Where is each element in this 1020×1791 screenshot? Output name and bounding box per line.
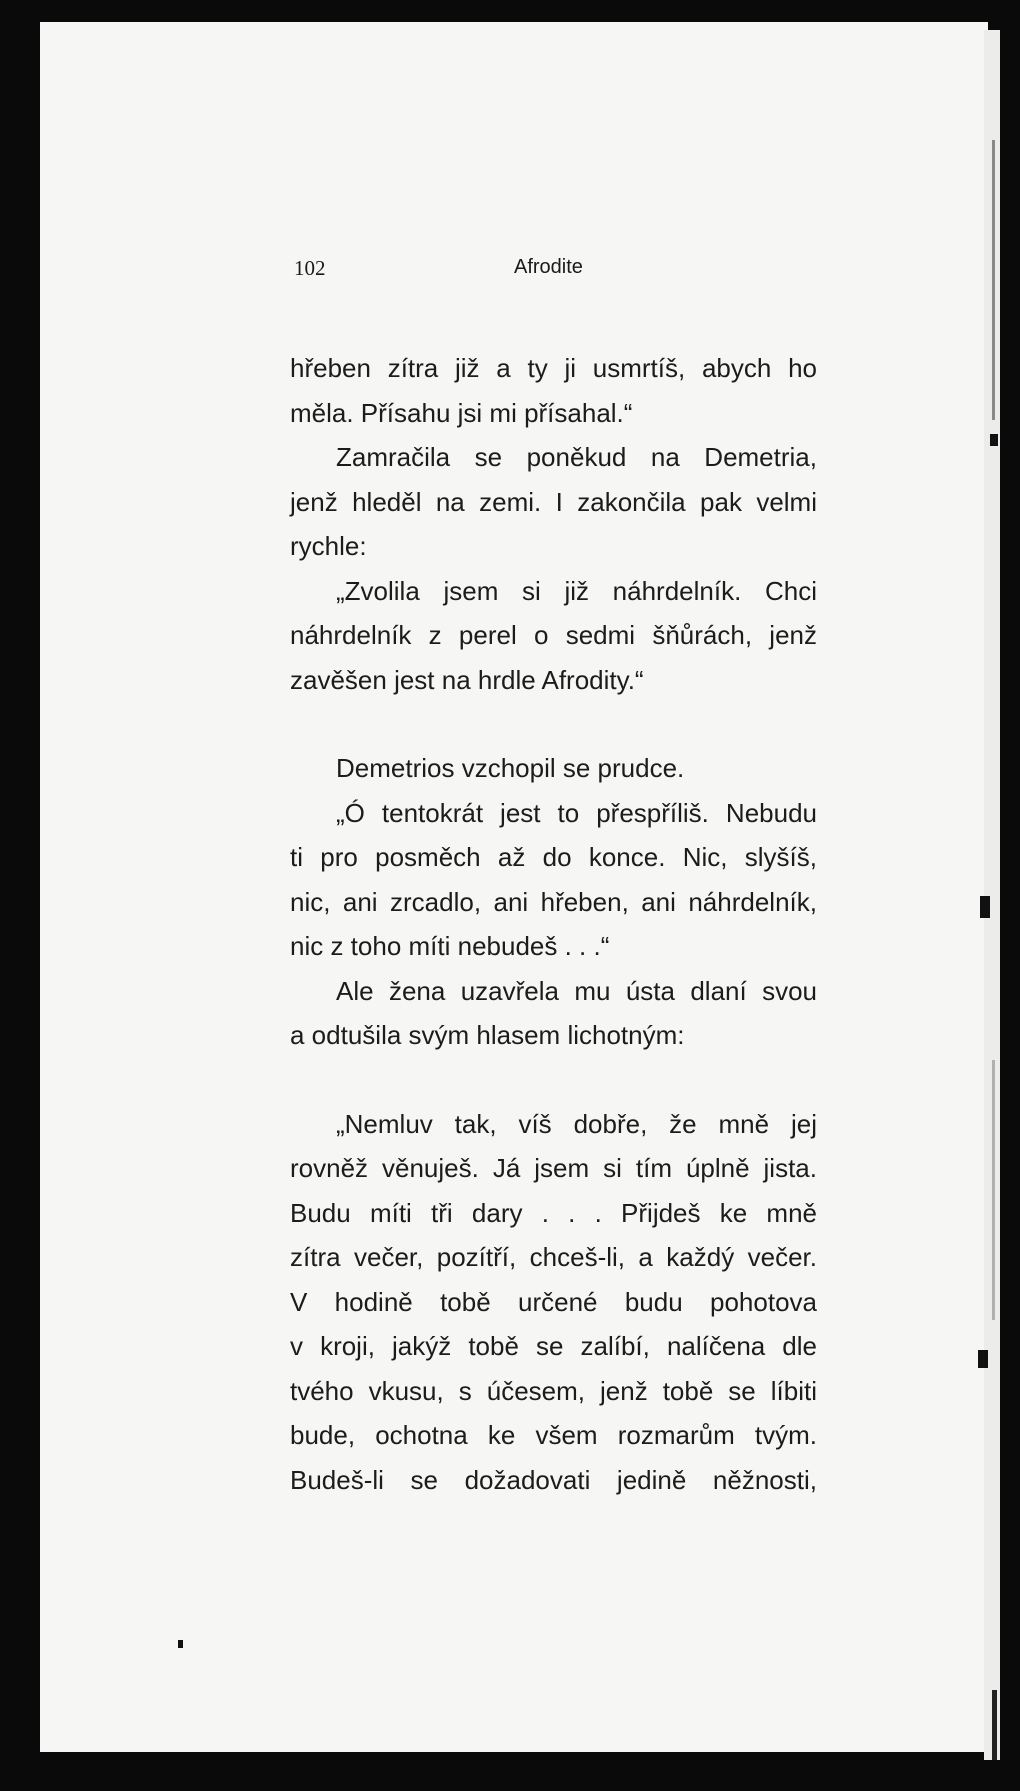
text-line: zavěšen jest na hrdle Afrodity.“ bbox=[290, 664, 644, 695]
text-line: v kroji, jakýž tobě se zalíbí, nalíčena dle bbox=[290, 1331, 817, 1361]
text-line: bude, ochotna ke všem rozmarům tvým. bbox=[290, 1420, 817, 1450]
text-line: Budu míti tři dary . . . Přijdeš ke mně bbox=[290, 1197, 817, 1228]
text-line: Ale žena uzavřela mu ústa dlaní svou bbox=[336, 975, 817, 1006]
text-line: hřeben zítra již a ty ji usmrtíš, abych ho bbox=[290, 353, 817, 383]
text-line: Demetrios vzchopil se prudce. bbox=[336, 753, 685, 783]
text-line: měla. Přísahu jsi mi přísahal.“ bbox=[290, 397, 633, 428]
body-text bbox=[290, 346, 817, 1502]
paragraph-gap bbox=[290, 1058, 817, 1102]
text-line: ti pro posměch až do konce. Nic, slyšíš, bbox=[290, 842, 817, 872]
paragraph-gap bbox=[290, 702, 817, 746]
scan-speck bbox=[990, 434, 998, 446]
page-edge-shadow bbox=[992, 140, 995, 420]
text-line: „Zvolila jsem si již náhrdelník. Chci bbox=[336, 575, 817, 606]
scan-speck bbox=[178, 1640, 183, 1648]
text-line: náhrdelník z perel o sedmi šňůrách, jenž bbox=[290, 620, 817, 650]
text-line: Budeš-li se dožadovati jedině něžnosti, bbox=[290, 1464, 817, 1495]
text-line: zítra večer, pozítří, chceš-li, a každý večer. bbox=[290, 1242, 817, 1272]
text-line: „Ó tentokrát jest to přespříliš. Nebudu bbox=[336, 797, 817, 828]
scan-speck bbox=[978, 1350, 988, 1368]
text-line: nic, ani zrcadlo, ani hřeben, ani náhrdelník, bbox=[290, 886, 817, 917]
page-number: 102 bbox=[294, 256, 326, 280]
text-line: Zamračila se poněkud na Demetria, bbox=[336, 442, 817, 472]
scan-speck bbox=[980, 896, 990, 918]
text-line: tvého vkusu, s účesem, jenž tobě se líbiti bbox=[290, 1375, 817, 1406]
text-line: „Nemluv tak, víš dobře, že mně jej bbox=[336, 1108, 817, 1139]
running-title: Afrodite bbox=[514, 256, 583, 278]
text-line: rychle: bbox=[290, 531, 367, 561]
text-line: jenž hleděl na zemi. I zakončila pak velmi bbox=[290, 486, 817, 517]
page-edge-shadow bbox=[992, 1060, 995, 1320]
text-line: V hodině tobě určené budu pohotova bbox=[290, 1286, 817, 1317]
text-line: rovněž věnuješ. Já jsem si tím úplně jista. bbox=[290, 1153, 817, 1183]
text-line: a odtušila svým hlasem lichotným: bbox=[290, 1020, 685, 1050]
text-line: nic z toho míti nebudeš . . .“ bbox=[290, 931, 610, 961]
page-edge-shadow bbox=[992, 1690, 997, 1760]
